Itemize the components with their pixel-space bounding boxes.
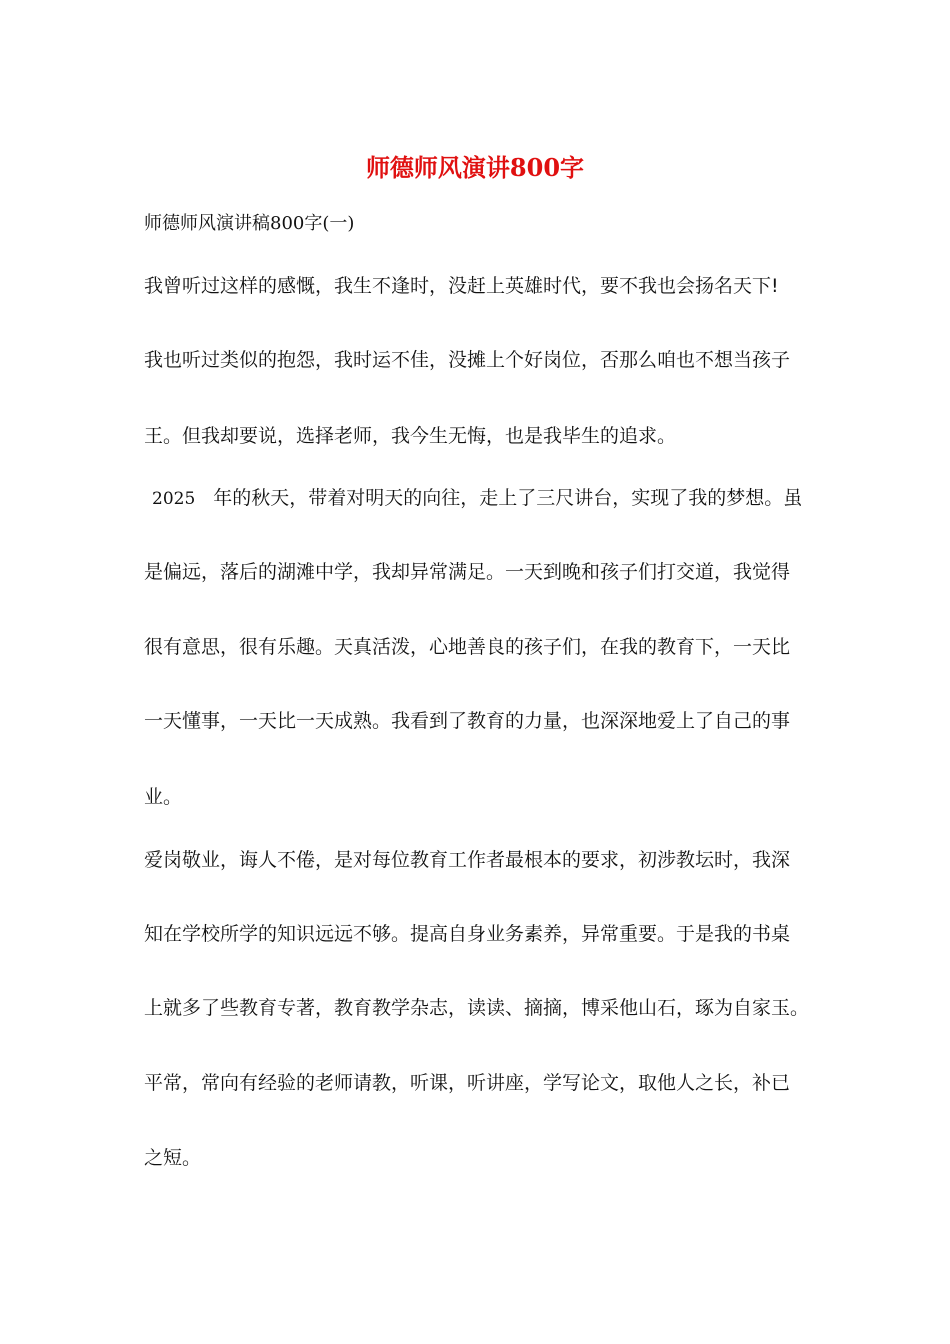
paragraph-line: 平常，常向有经验的老师请教，听课，听讲座，学写论文，取他人之长，补已 bbox=[144, 1072, 791, 1094]
paragraph-line-text: 年的秋天，带着对明天的向往，走上了三尺讲台，实现了我的梦想。虽 bbox=[213, 487, 803, 509]
paragraph-line: 业。 bbox=[144, 786, 183, 808]
paragraph-line: 是偏远，落后的湖滩中学，我却异常满足。一天到晚和孩子们打交道，我觉得 bbox=[144, 561, 791, 583]
paragraph-line: 之短。 bbox=[144, 1147, 202, 1169]
year-number: 2025 bbox=[152, 489, 196, 509]
paragraph-line: 我也听过类似的抱怨，我时运不佳，没摊上个好岗位，否那么咱也不想当孩子 bbox=[144, 349, 791, 371]
paragraph-line: 爱岗敬业，诲人不倦，是对每位教育工作者最根本的要求，初涉教坛时，我深 bbox=[144, 849, 791, 871]
paragraph-line: 一天懂事，一天比一天成熟。我看到了教育的力量，也深深地爱上了自己的事 bbox=[144, 710, 791, 732]
document-title: 师德师风演讲800字 bbox=[365, 153, 585, 182]
paragraph-line: 上就多了些教育专著，教育教学杂志，读读、摘摘，博采他山石，琢为自家玉。 bbox=[144, 997, 810, 1019]
paragraph-line-with-year bbox=[144, 484, 814, 513]
paragraph-line: 知在学校所学的知识远远不够。提高自身业务素养，异常重要。于是我的书桌 bbox=[144, 923, 791, 945]
document-subtitle: 师德师风演讲稿800字(一) bbox=[144, 213, 355, 234]
paragraph-line: 很有意思，很有乐趣。天真活泼，心地善良的孩子们，在我的教育下，一天比 bbox=[144, 636, 791, 658]
paragraph-line: 我曾听过这样的感慨，我生不逢时，没赶上英雄时代，要不我也会扬名天下! bbox=[144, 275, 779, 297]
paragraph-line: 王。但我却要说，选择老师，我今生无悔，也是我毕生的追求。 bbox=[144, 425, 677, 447]
